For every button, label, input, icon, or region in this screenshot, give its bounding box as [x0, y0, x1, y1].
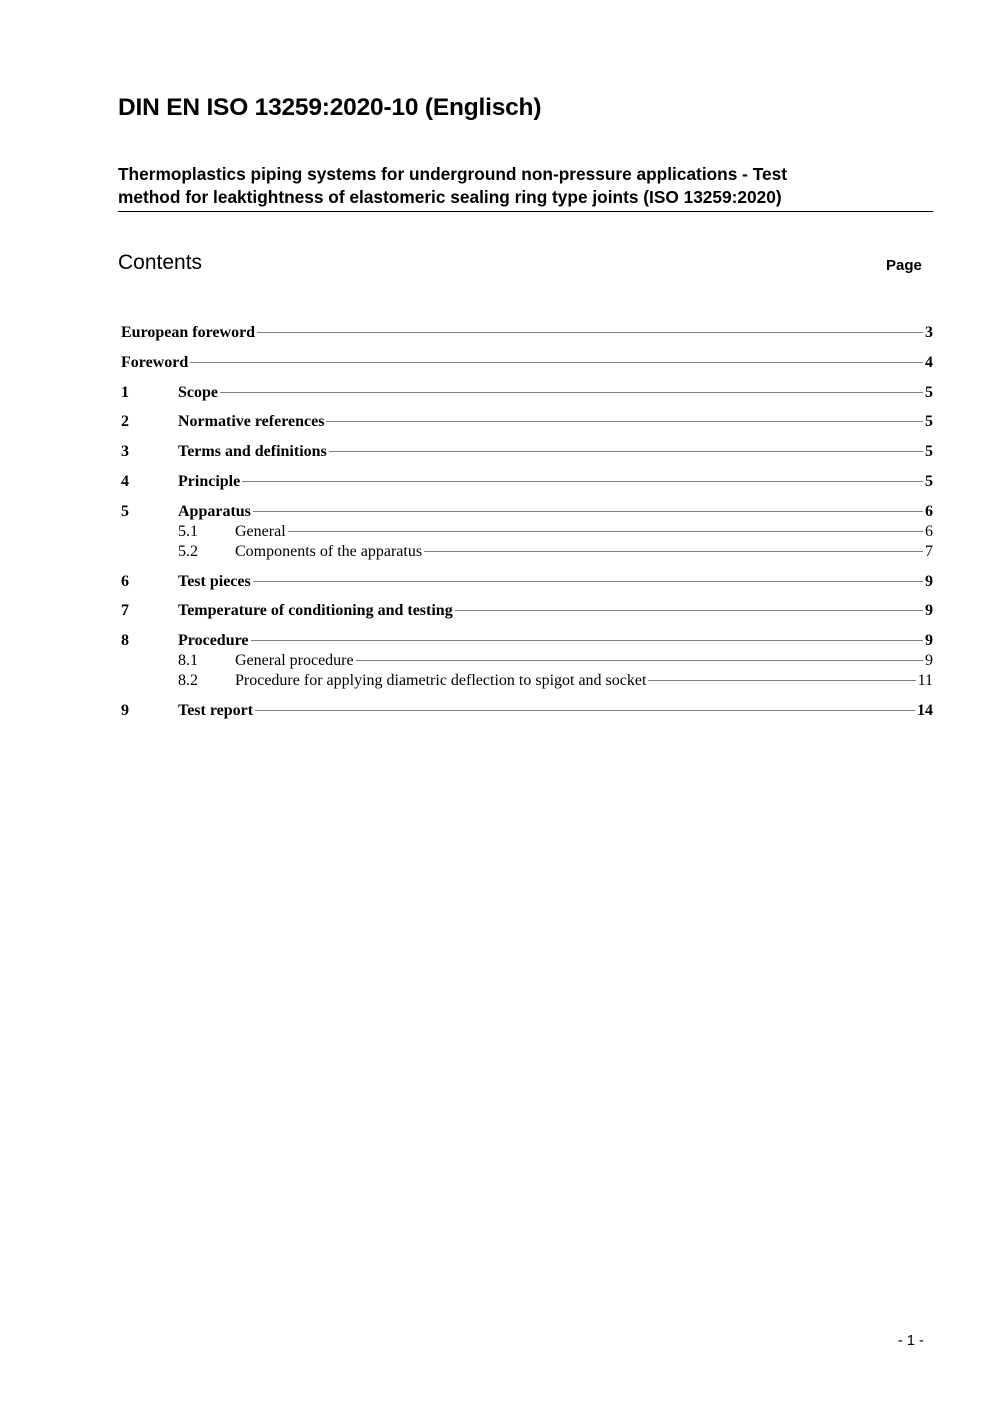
subtitle-line-1: Thermoplastics piping systems for underground non-pressure applications - Test — [118, 164, 787, 184]
toc-entry-page: 6 — [925, 502, 933, 520]
toc-entry-number: 6 — [121, 572, 129, 590]
toc-entry-number: 2 — [121, 413, 129, 431]
toc-entry-number: 7 — [121, 602, 129, 620]
toc-entry[interactable] — [121, 472, 933, 492]
dot-leader — [329, 451, 923, 452]
toc-entry[interactable] — [121, 383, 933, 403]
toc-entry-number: 8 — [121, 632, 129, 650]
toc-entry[interactable] — [121, 572, 933, 592]
toc-entry-number: 4 — [121, 472, 129, 490]
toc-entry-label: Test pieces — [178, 572, 251, 590]
toc-entry-page: 6 — [925, 522, 933, 540]
dot-leader — [288, 531, 923, 532]
toc-entry-page: 14 — [917, 701, 933, 719]
toc-entry[interactable] — [121, 601, 933, 621]
toc-entry-label: Normative references — [178, 413, 325, 431]
toc-entry[interactable] — [121, 323, 933, 343]
toc-entry-label: Procedure for applying diametric deflection to spigot and socket — [235, 672, 647, 690]
toc-entry-label: Components of the apparatus — [235, 542, 423, 560]
toc-entry-number: 8.1 — [178, 652, 198, 670]
dot-leader — [356, 660, 923, 661]
toc-entry-page: 3 — [925, 324, 933, 341]
toc-entry-label: Test report — [178, 701, 254, 719]
toc-entry-page: 5 — [925, 413, 933, 431]
toc-entry-number: 5 — [121, 502, 129, 520]
dot-leader — [220, 392, 923, 393]
toc-entry-number: 9 — [121, 701, 129, 719]
dot-leader — [424, 551, 923, 552]
table-of-contents — [121, 323, 933, 721]
dot-leader — [253, 511, 923, 512]
dot-leader — [255, 710, 915, 711]
toc-entry[interactable] — [121, 353, 933, 373]
toc-entry-page: 5 — [925, 472, 933, 490]
dot-leader — [455, 610, 923, 611]
toc-entry-label: Terms and definitions — [178, 443, 327, 461]
toc-entry-page: 5 — [925, 443, 933, 461]
toc-subentry[interactable] — [121, 542, 933, 562]
dot-leader — [242, 481, 923, 482]
toc-entry-number: 1 — [121, 383, 129, 401]
footer-page-number: - 1 - — [898, 1333, 924, 1349]
toc-entry[interactable] — [121, 412, 933, 432]
document-subtitle — [118, 163, 933, 212]
toc-entry[interactable] — [121, 442, 933, 462]
toc-entry-label: General — [235, 522, 286, 540]
toc-entry-page: 5 — [925, 383, 933, 401]
toc-subentry[interactable] — [121, 522, 933, 542]
dot-leader — [253, 581, 923, 582]
toc-entry-label: Apparatus — [178, 502, 251, 520]
toc-entry-label: Foreword — [121, 353, 189, 371]
toc-entry-page: 9 — [925, 632, 933, 650]
dot-leader — [190, 362, 923, 363]
toc-entry-label: Scope — [178, 383, 218, 401]
toc-subentry[interactable] — [121, 651, 933, 671]
dot-leader — [326, 421, 923, 422]
toc-entry-label: General procedure — [235, 652, 354, 670]
toc-entry[interactable] — [121, 502, 933, 522]
toc-entry-label: Procedure — [178, 632, 249, 650]
toc-entry-page: 11 — [917, 672, 933, 690]
toc-entry-page: 4 — [925, 353, 933, 371]
subtitle-line-2: method for leaktightness of elastomeric sealing ring type joints (ISO 13259:2020) — [118, 187, 782, 207]
toc-entry[interactable] — [121, 631, 933, 651]
toc-entry-page: 9 — [925, 602, 933, 620]
dot-leader — [251, 640, 924, 641]
toc-entry-label: European foreword — [121, 324, 256, 341]
toc-subentry[interactable] — [121, 671, 933, 691]
dot-leader — [257, 332, 923, 333]
document-title: DIN EN ISO 13259:2020-10 (Englisch) — [118, 94, 542, 121]
toc-entry-number: 3 — [121, 443, 129, 461]
toc-entry-label: Temperature of conditioning and testing — [178, 602, 453, 620]
toc-entry[interactable] — [121, 701, 933, 721]
toc-entry-label: Principle — [178, 472, 241, 490]
toc-entry-number: 5.1 — [178, 522, 198, 540]
toc-entry-page: 9 — [925, 572, 933, 590]
toc-entry-page: 7 — [925, 542, 933, 560]
toc-entry-number: 8.2 — [178, 672, 198, 690]
page-column-label: Page — [886, 257, 922, 274]
contents-heading: Contents — [118, 251, 203, 274]
dot-leader — [648, 680, 915, 681]
toc-entry-page: 9 — [925, 652, 933, 670]
toc-entry-number: 5.2 — [178, 542, 198, 560]
